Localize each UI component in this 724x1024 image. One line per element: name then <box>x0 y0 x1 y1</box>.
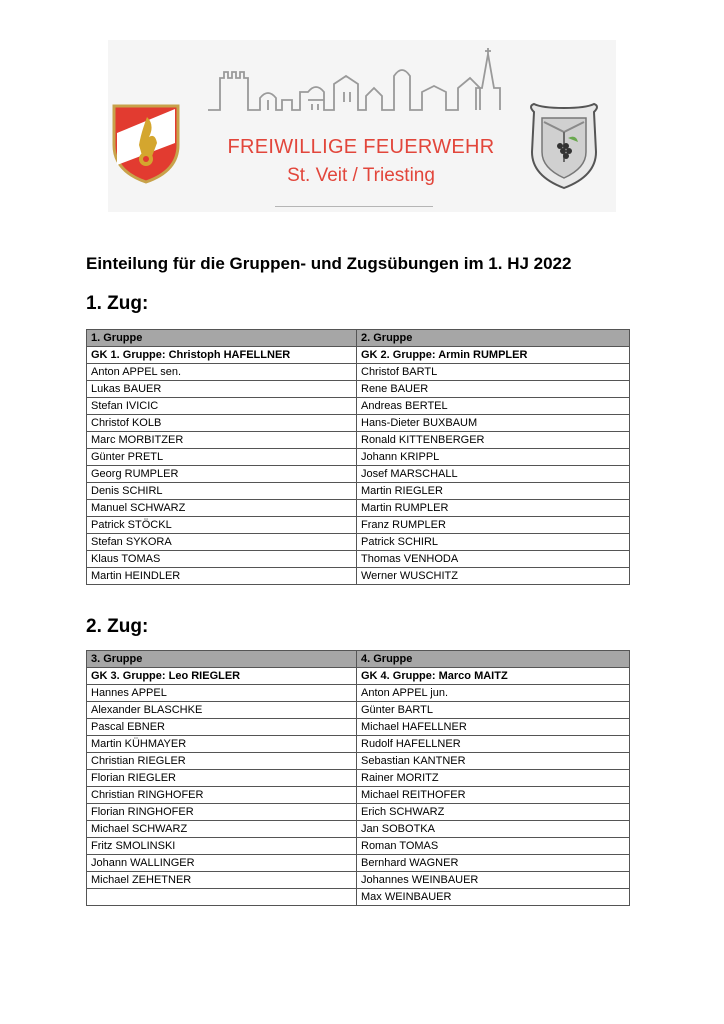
page-title: Einteilung für die Gruppen- und Zugsübungen im 1. HJ 2022 <box>86 254 572 273</box>
table-row <box>87 483 630 500</box>
member-cell: Stefan SYKORA <box>87 534 357 551</box>
member-cell: Denis SCHIRL <box>87 483 357 500</box>
table-row <box>87 702 630 719</box>
member-cell: Hans-Dieter BUXBAUM <box>357 415 630 432</box>
member-cell: Rene BAUER <box>357 381 630 398</box>
member-cell: Werner WUSCHITZ <box>357 568 630 585</box>
table-header-row <box>87 330 630 347</box>
member-cell: Andreas BERTEL <box>357 398 630 415</box>
zug-1-roster-table <box>86 329 630 585</box>
fire-brigade-emblem-icon <box>111 103 181 185</box>
header-divider <box>275 206 433 207</box>
table-row <box>87 719 630 736</box>
group-leader-cell: GK 3. Gruppe: Leo RIEGLER <box>87 668 357 685</box>
org-name: FREIWILLIGE FEUERWEHR <box>227 136 495 158</box>
member-cell: Martin KÜHMAYER <box>87 736 357 753</box>
member-cell: Johann KRIPPL <box>357 449 630 466</box>
table-row <box>87 838 630 855</box>
member-cell: Marc MORBITZER <box>87 432 357 449</box>
column-header: 2. Gruppe <box>357 330 630 347</box>
member-cell: Christian RIEGLER <box>87 753 357 770</box>
member-cell: Hannes APPEL <box>87 685 357 702</box>
table-row <box>87 415 630 432</box>
section-heading-zug-2: 2. Zug: <box>86 616 149 637</box>
table-row <box>87 753 630 770</box>
group-leader-row <box>87 347 630 364</box>
table-row <box>87 432 630 449</box>
table-row <box>87 787 630 804</box>
group-leader-row <box>87 668 630 685</box>
org-place: St. Veit / Triesting <box>287 165 435 186</box>
member-cell: Roman TOMAS <box>357 838 630 855</box>
member-cell: Christof BARTL <box>357 364 630 381</box>
member-cell: Martin HEINDLER <box>87 568 357 585</box>
table-row <box>87 517 630 534</box>
letterhead <box>108 40 616 212</box>
member-cell: Jan SOBOTKA <box>357 821 630 838</box>
table-row <box>87 855 630 872</box>
member-cell: Christof KOLB <box>87 415 357 432</box>
table-row <box>87 381 630 398</box>
member-cell: Max WEINBAUER <box>357 889 630 906</box>
member-cell: Georg RUMPLER <box>87 466 357 483</box>
town-skyline-icon <box>208 48 508 128</box>
zug-2-roster-table <box>86 650 630 906</box>
member-cell: Günter BARTL <box>357 702 630 719</box>
member-cell: Erich SCHWARZ <box>357 804 630 821</box>
member-cell: Manuel SCHWARZ <box>87 500 357 517</box>
member-cell: Günter PRETL <box>87 449 357 466</box>
member-cell: Anton APPEL jun. <box>357 685 630 702</box>
table-row <box>87 449 630 466</box>
column-header: 4. Gruppe <box>357 651 630 668</box>
member-cell: Anton APPEL sen. <box>87 364 357 381</box>
member-cell: Rudolf HAFELLNER <box>357 736 630 753</box>
member-cell: Christian RINGHOFER <box>87 787 357 804</box>
member-cell: Florian RIEGLER <box>87 770 357 787</box>
member-cell: Lukas BAUER <box>87 381 357 398</box>
table-row <box>87 770 630 787</box>
member-cell: Pascal EBNER <box>87 719 357 736</box>
member-cell: Sebastian KANTNER <box>357 753 630 770</box>
member-cell: Michael HAFELLNER <box>357 719 630 736</box>
member-cell: Thomas VENHODA <box>357 551 630 568</box>
table-row <box>87 804 630 821</box>
member-cell: Klaus TOMAS <box>87 551 357 568</box>
table-row <box>87 534 630 551</box>
member-cell: Rainer MORITZ <box>357 770 630 787</box>
column-header: 1. Gruppe <box>87 330 357 347</box>
member-cell: Stefan IVICIC <box>87 398 357 415</box>
section-heading-zug-1: 1. Zug: <box>86 293 149 314</box>
member-cell: Johannes WEINBAUER <box>357 872 630 889</box>
table-row <box>87 500 630 517</box>
municipal-coat-of-arms-icon <box>524 102 604 192</box>
member-cell: Michael REITHOFER <box>357 787 630 804</box>
member-cell: Patrick STÖCKL <box>87 517 357 534</box>
member-cell: Fritz SMOLINSKI <box>87 838 357 855</box>
group-leader-cell: GK 2. Gruppe: Armin RUMPLER <box>357 347 630 364</box>
table-row <box>87 889 630 906</box>
member-cell: Ronald KITTENBERGER <box>357 432 630 449</box>
table-row <box>87 551 630 568</box>
member-cell: Josef MARSCHALL <box>357 466 630 483</box>
member-cell: Patrick SCHIRL <box>357 534 630 551</box>
member-cell <box>87 889 357 906</box>
table-row <box>87 872 630 889</box>
table-header-row <box>87 651 630 668</box>
table-row <box>87 568 630 585</box>
table-row <box>87 364 630 381</box>
member-cell: Michael ZEHETNER <box>87 872 357 889</box>
member-cell: Martin RIEGLER <box>357 483 630 500</box>
column-header: 3. Gruppe <box>87 651 357 668</box>
table-row <box>87 466 630 483</box>
group-leader-cell: GK 4. Gruppe: Marco MAITZ <box>357 668 630 685</box>
table-row <box>87 736 630 753</box>
member-cell: Bernhard WAGNER <box>357 855 630 872</box>
group-leader-cell: GK 1. Gruppe: Christoph HAFELLNER <box>87 347 357 364</box>
member-cell: Franz RUMPLER <box>357 517 630 534</box>
member-cell: Johann WALLINGER <box>87 855 357 872</box>
table-row <box>87 821 630 838</box>
member-cell: Alexander BLASCHKE <box>87 702 357 719</box>
member-cell: Michael SCHWARZ <box>87 821 357 838</box>
member-cell: Florian RINGHOFER <box>87 804 357 821</box>
member-cell: Martin RUMPLER <box>357 500 630 517</box>
table-row <box>87 398 630 415</box>
table-row <box>87 685 630 702</box>
